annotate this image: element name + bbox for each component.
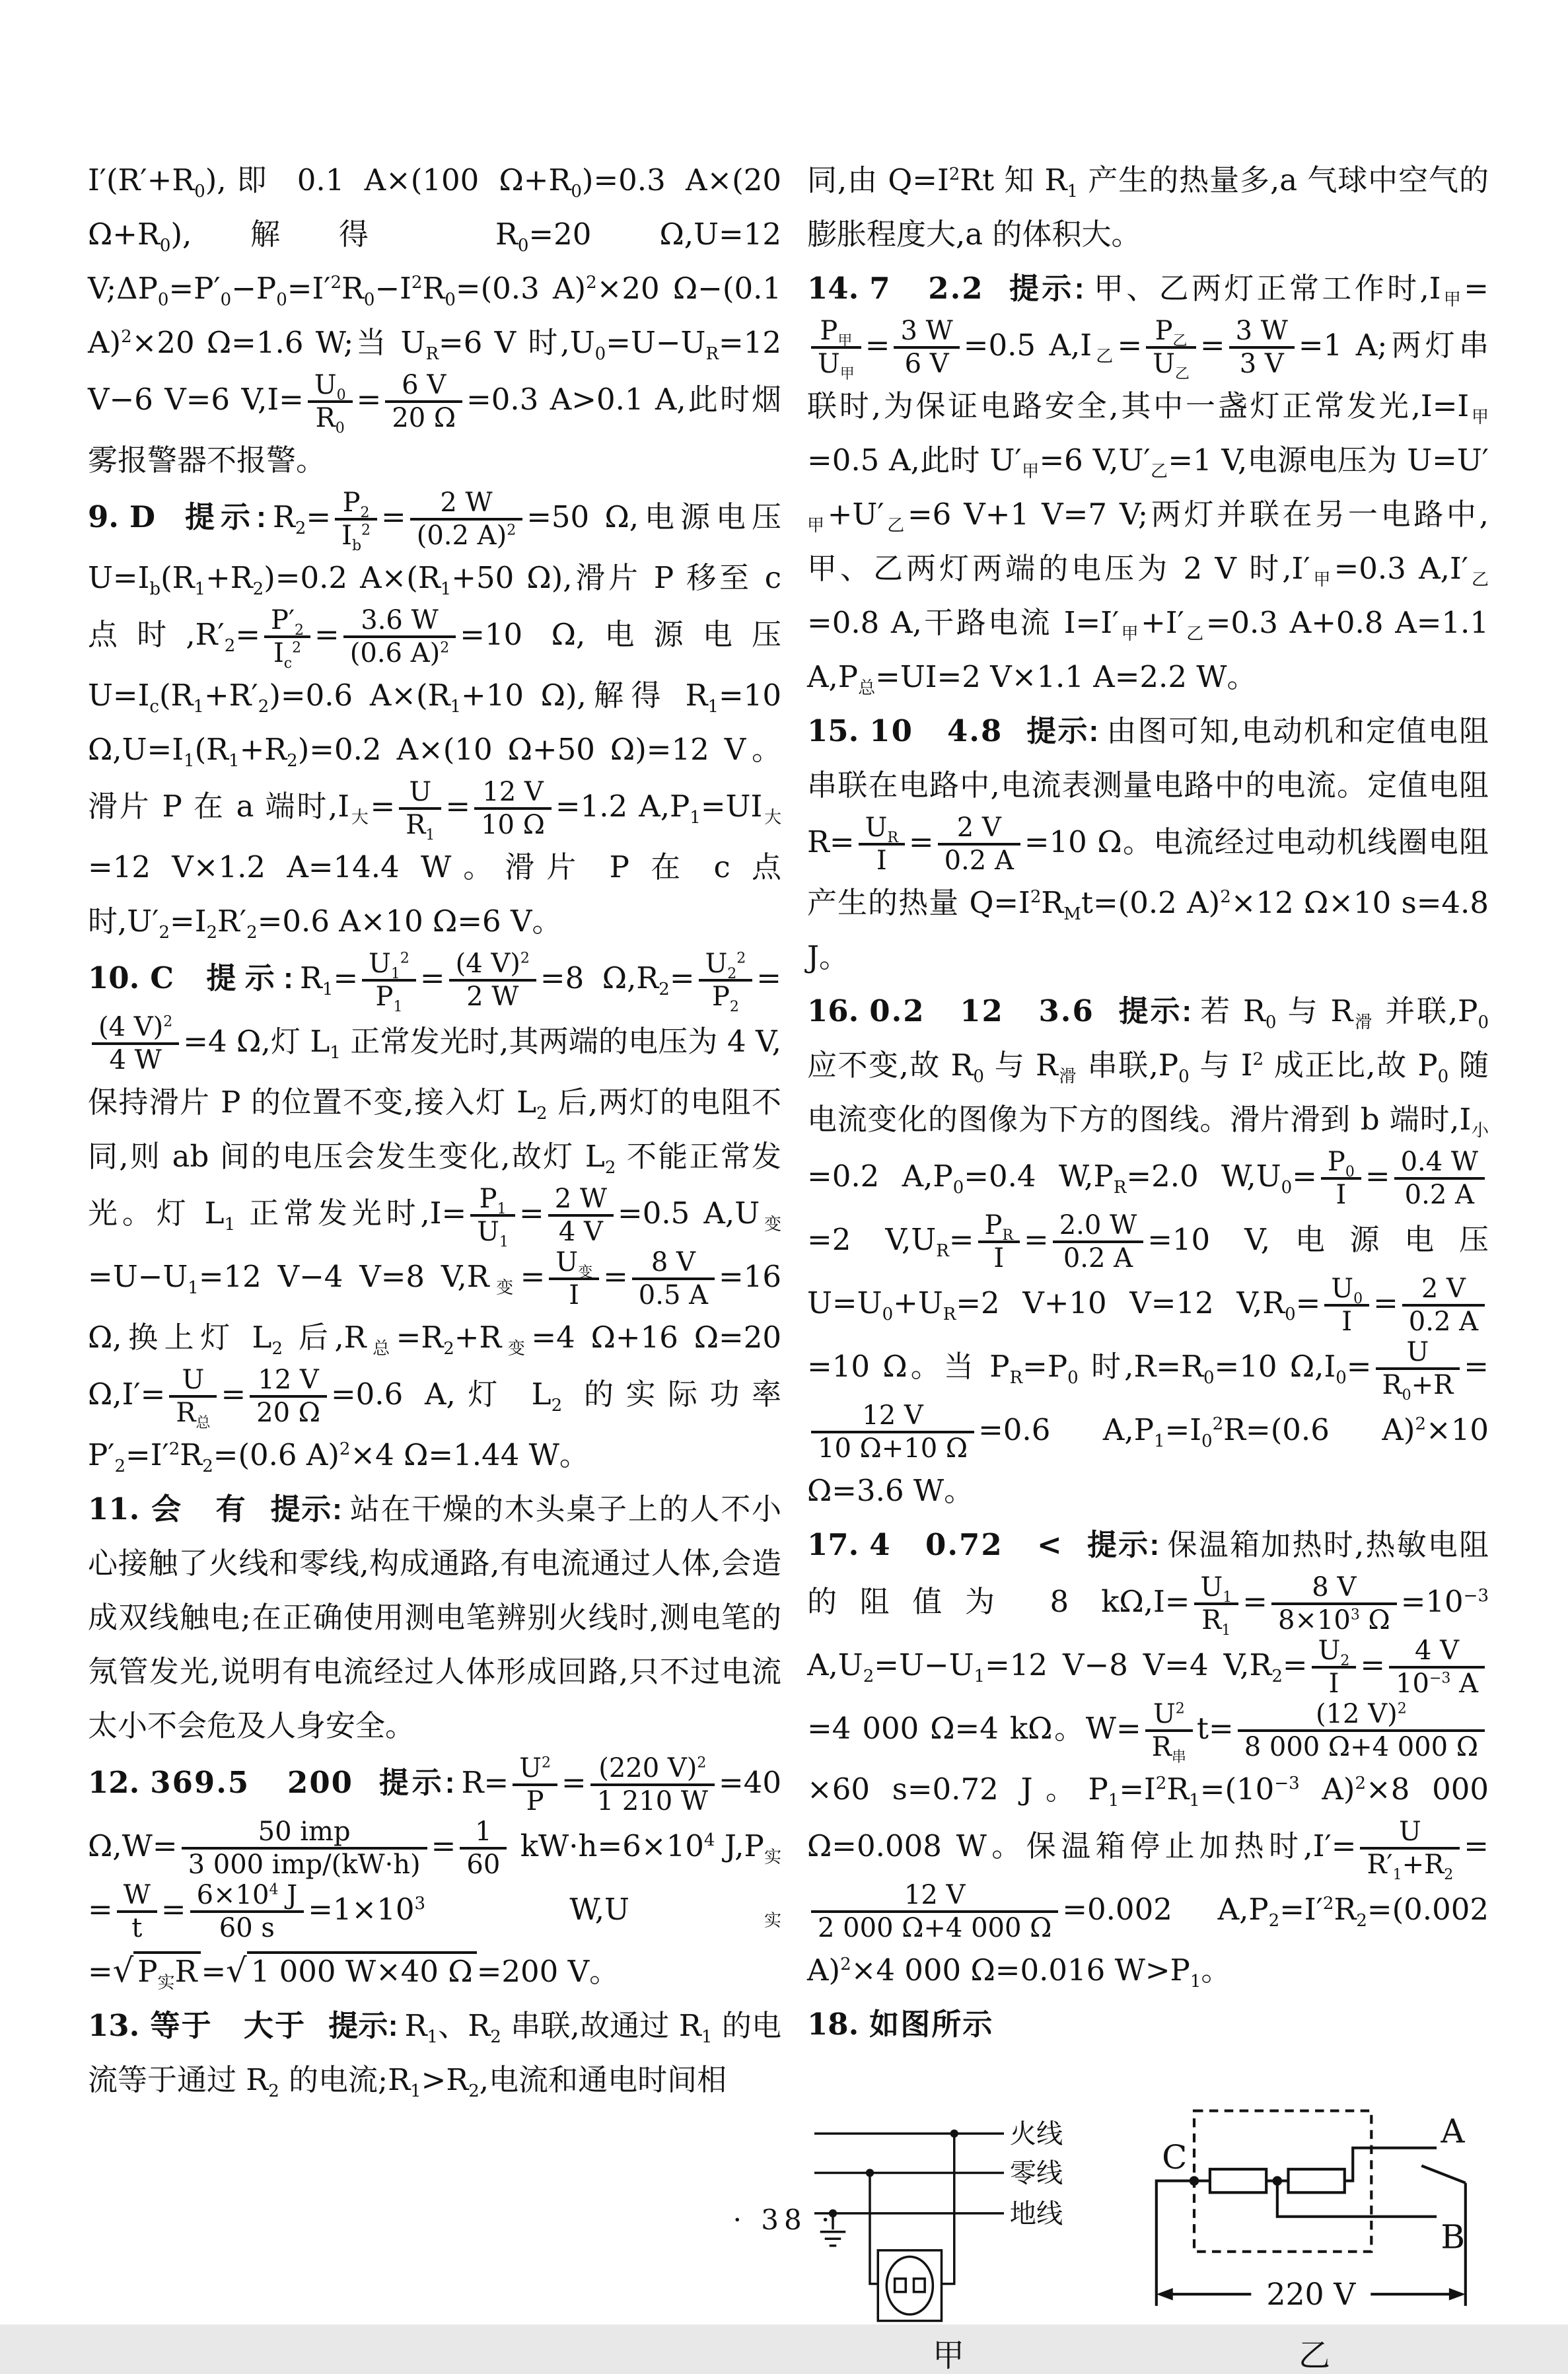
socket-hole-left xyxy=(895,2278,906,2291)
terminal-a-label: A xyxy=(1441,2112,1465,2151)
answer-item xyxy=(807,153,1489,262)
item-number: 17. xyxy=(807,1527,859,1562)
item-number: 12. xyxy=(88,1764,140,1800)
item-answer: 等于 大于 xyxy=(150,2008,306,2043)
hint-label: 提示: xyxy=(1025,714,1099,748)
answer-item xyxy=(88,487,781,949)
hint-label: 提示: xyxy=(179,499,266,534)
answer-item xyxy=(807,1518,1489,1997)
left-lead-wire xyxy=(1157,2181,1210,2306)
item-text: $R_1$、$R_2$ 串联,故通过 $R_1$ 的电流等于通过 $R_2$ 的电流$;R_1>R_2$,电流和通电时间相 xyxy=(88,2008,781,2101)
wire-to-a xyxy=(1345,2148,1437,2181)
item-answer: 10 4.8 xyxy=(869,713,1003,748)
caption-jia: 甲 xyxy=(932,2337,964,2374)
item-answer: 会 有 xyxy=(150,1492,248,1527)
switch-blade xyxy=(1421,2166,1466,2183)
right-column xyxy=(807,153,1489,2374)
terminal-b-label: B xyxy=(1441,2217,1466,2256)
item-text: $R_2=$ $\frac{P_2}{I_b^2}$ = $\frac{2 W}{(0.2 A)^2}$ =50 Ω,电源电压 $U=I_b(R_1+R_2)=0.2$ $A\times(R_1+50$ Ω),滑片 P 移至 c 点时$,R'_2=$ $\frac{P'_2}{I_c^2}$ = $\frac{3.6 W}{(0.6 A)^2}$ =10 Ω,电源电压 $U=I_c(R_1+R'_2)=0.6$ $A\times(R_1+10$ Ω),解得 $R_1=10$ $\Omega,U=I_1(R_1+R_2)=0.2$ A×(10 Ω+50 Ω)=12 V。滑片 P 在 a 端时$,I_大=$ $\frac{U}{R_1}$ = $\frac{12 V}{10 \Omega}$ =1.2 $A,P_1=UI_大=12$ V×1.2 A=14.4 W。滑片 P 在 c 点时$,U'_2=I_2R'_2=0.6$ A×10 Ω=6 V。 xyxy=(88,487,782,943)
item-number: 11. xyxy=(88,1492,140,1527)
item-number: 14. xyxy=(807,271,859,306)
item-number: 15. xyxy=(807,713,859,748)
hint-label: 提示: xyxy=(270,1492,342,1526)
neutral-wire-label: 零线 xyxy=(1009,2158,1063,2188)
hint-label: 提示: xyxy=(328,2009,398,2042)
item-text: 站在干燥的木头桌子上的人不小心接触了火线和零线,构成通路,有电流通过人体,会造成双线触电;在正确使用测电笔辨别火线时,测电笔的氖管发光,说明有电流经过人体形成回路,只不过电流太小不会危及人身安全。 xyxy=(88,1492,781,1743)
hint-label: 提示: xyxy=(1006,271,1085,305)
hint-label: 提示: xyxy=(1116,994,1192,1028)
hint-label: 提示: xyxy=(197,960,293,995)
answer-item xyxy=(88,153,781,487)
item-text: 保温箱加热时,热敏电阻的阻值为 8 kΩ,I= $\frac{U_1}{R_1}$ = $\frac{8 V}{8\times 10^3 \Omega}$ $=10^{-3}$ $A,U_2=U-U_1=12$ V−8 V=4 $V,R_2=$ $\frac{U_2}{I}$ = $\frac{4 V}{10^{-3} A}$ =4 000 Ω=4 kΩ。W= $\frac{U^2}{R_串}$ t= $\frac{(12 V)^2}{8 000 \Omega+4 000 \Omega}$ ×60 s=0.72 J。$P_1=I^2R_1=(10^{-3}$ A)$^2$×8 000 Ω=0.008 W。保温箱停止加热时,I′= $\frac{U}{R'_1+R_2}$ = $\frac{12 V}{2 000 \Omega+4 000 \Omega}$ =0.002 $A,P_2=I'^2R_2=(0.002$ A)$^2$×4 000 Ω=0.016 $W>P_1$。 xyxy=(807,1527,1489,1992)
earth-wire-label: 地线 xyxy=(1009,2198,1063,2229)
item-number: 18. xyxy=(807,2007,859,2042)
socket-hole-right xyxy=(914,2278,925,2291)
item-answer: 0.2 12 3.6 xyxy=(869,993,1094,1028)
answer-item xyxy=(807,704,1489,984)
terminal-c-label: C xyxy=(1162,2138,1188,2176)
answer-item xyxy=(807,984,1489,1518)
hint-label: 提示: xyxy=(1085,1528,1160,1562)
answer-item xyxy=(807,262,1489,704)
diagram-jia-wrap xyxy=(810,2110,1087,2372)
answer-item xyxy=(88,1999,781,2107)
voltage-label: 220 V xyxy=(1266,2276,1356,2312)
item-number: 10. xyxy=(88,960,140,995)
item-answer: 4 0.72 < xyxy=(869,1527,1063,1562)
arrowhead-left xyxy=(1157,2288,1173,2301)
arrowhead-right xyxy=(1449,2288,1466,2301)
item-text: 同,由 $Q=I^2Rt$ 知 $R_1$ 产生的热量多,a 气球中空气的膨胀程度大,a 的体积大。 xyxy=(807,162,1489,252)
item-number: 13. xyxy=(88,2008,140,2043)
answer-item xyxy=(88,1482,781,1753)
item-answer: D xyxy=(129,499,157,534)
resistor-2 xyxy=(1288,2169,1344,2192)
item-answer: 7 2.2 xyxy=(869,271,984,306)
terminal-c-dot xyxy=(1190,2176,1199,2186)
hint-label: 提示: xyxy=(375,1765,455,1799)
answer-item xyxy=(807,1997,1489,2052)
answer-item xyxy=(88,949,781,1482)
resistor-1 xyxy=(1210,2169,1266,2192)
item-answer: 如图所示 xyxy=(869,2007,994,2042)
caption-yi: 乙 xyxy=(1298,2337,1330,2374)
item-answer: C xyxy=(150,960,176,995)
item-text: 若 $R_0$ 与 $R_滑$ 并联$,P_0$ 应不变,故 $R_0$ 与 $R_滑$ 串联$,P_0$ 与 $I^2$ 成正比,故 $P_0$ 随电流变化的图像为下方的图线。滑片滑到 b 端时$,I_小=0.2$ $A,P_0=0.4$ $W,P_R=2.0$ $W,U_0=$ $\frac{P_0}{I}$ = $\frac{0.4 W}{0.2 A}$ =2 $V,U_R=$ $\frac{P_R}{I}$ = $\frac{2.0 W}{0.2 A}$ =10 V,电源电压 $U=U_0+U_R=2$ V+10 V=12 $V,R_0=$ $\frac{U_0}{I}$ = $\frac{2 V}{0.2 A}$ =10 Ω。当 $P_R=P_0$ 时$,R=R_0=10$ $\Omega,I_0=$ $\frac{U}{R_0+R}$ = $\frac{12 V}{10 \Omega+10 \Omega}$ =0.6 $A,P_1=I_0^2R=(0.6$ A)$^2$×10 Ω=3.6 W。 xyxy=(807,993,1489,1508)
answer-item xyxy=(88,1753,781,1999)
item-text: 甲、乙两灯正常工作时$,I_甲=$ $\frac{P_甲}{U_甲}$ = $\frac{3 W}{6 V}$ =0.5 $A,I_乙=$ $\frac{P_乙}{U_乙}$ = $\frac{3 W}{3 V}$ =1 A;两灯串联时,为保证电路安全,其中一盏灯正常发光$,I=I_甲=0.5$ A,此时 $U'_甲=6$ $V,U'_乙=1$ V,电源电压为 $U=U'_甲+U'_乙=6$ V+1 V=7 V;两灯并联在另一电路中,甲、乙两灯两端的电压为 2 V 时$,I'_甲=0.3$ $A,I'_乙=0.8$ A,干路电流 $I=I'_甲+I'_乙=0.3$ A+0.8 A=1.1 $A,P_总=UI=2$ V×1.1 A=2.2 W。 xyxy=(807,271,1489,698)
live-wire-label: 火线 xyxy=(1009,2118,1063,2149)
item-number: 9. xyxy=(88,499,119,534)
item-answer: 369.5 200 xyxy=(150,1764,353,1800)
item-text: R= $\frac{U^2}{P}$ = $\frac{(220 V)^2}{1 210 W}$ =40 Ω,W= $\frac{\text{50 imp}}{\text{3 000 imp/(kW·h)}}$ = $\frac{1}{60}$ $kW\cdot h=6\times 10^4$ $J,P_实=$ $\frac{W}{t}$ = $\frac{6\times 10^4 J}{60 s}$ $=1\times 10^3$ $W,U_实=√$ $P_实R$ =√ 1 000 W×40 Ω =200 V。 xyxy=(88,1753,781,1993)
item-text: $I'(R'+R_0)$,即 0.1 A×(100 $\Omega+R_0)=0.3$ A×(20 $\Omega+R_0$),解得 $R_0=20$ Ω,U=12 $V;\Delta P_0=P'_0-P_0=I'^2R_0-I^2R_0=(0.3$ A)$^2$×20 Ω−(0.1 A)$^2$×20 Ω=1.6 W;当 $U_R=6$ V 时$,U_0=U-U_R=12$ V−6 V=6 V,I= $\frac{U_0}{R_0}$ = $\frac{6 V}{20 \Omega}$ =0.3 A>0.1 A,此时烟雾报警器不报警。 xyxy=(88,162,782,478)
left-column xyxy=(88,153,781,2107)
item-number: 16. xyxy=(807,993,859,1028)
item-text: $R_1=$ $\frac{U_1^2}{P_1}$ = $\frac{(4 V)^2}{2 W}$ =8 $\Omega,R_2=$ $\frac{U_2^2}{P_2}$ = $\frac{(4 V)^2}{4 W}$ =4 Ω,灯 $L_1$ 正常发光时,其两端的电压为 4 V,保持滑片 P 的位置不变,接入灯 $L_2$ 后,两灯的电阻不同,则 ab 间的电压会发生变化,故灯 $L_2$ 不能正常发光。灯 $L_1$ 正常发光时,I= $\frac{P_1}{U_1}$ = $\frac{2 W}{4 V}$ =0.5 $A,U_变=U-U_1=12$ V−4 V=8 $V,R_变=$ $\frac{U_变}{I}$ = $\frac{8 V}{0.5 A}$ =16 Ω,换上灯 $L_2$ 后$,R_总=R_2+R_变=4$ Ω+16 Ω=20 Ω,I′= $\frac{U}{R_总}$ = $\frac{12 V}{20 \Omega}$ =0.6 A,灯 $L_2$ 的实际功率 $P'_2=I'^2R_2=(0.6$ A)$^2$×4 Ω=1.44 W。 xyxy=(88,949,781,1476)
item-text: 由图可知,电动机和定值电阻串联在电路中,电流表测量电路中的电流。定值电阻 R= $\frac{U_R}{I}$ = $\frac{2 V}{0.2 A}$ =10 Ω。电流经过电动机线圈电阻产生的热量 $Q=I^2R_Mt=(0.2$ A)$^2$×12 Ω×10 s=4.8 J。 xyxy=(807,713,1489,974)
page-number: · 38 · xyxy=(732,2204,836,2236)
